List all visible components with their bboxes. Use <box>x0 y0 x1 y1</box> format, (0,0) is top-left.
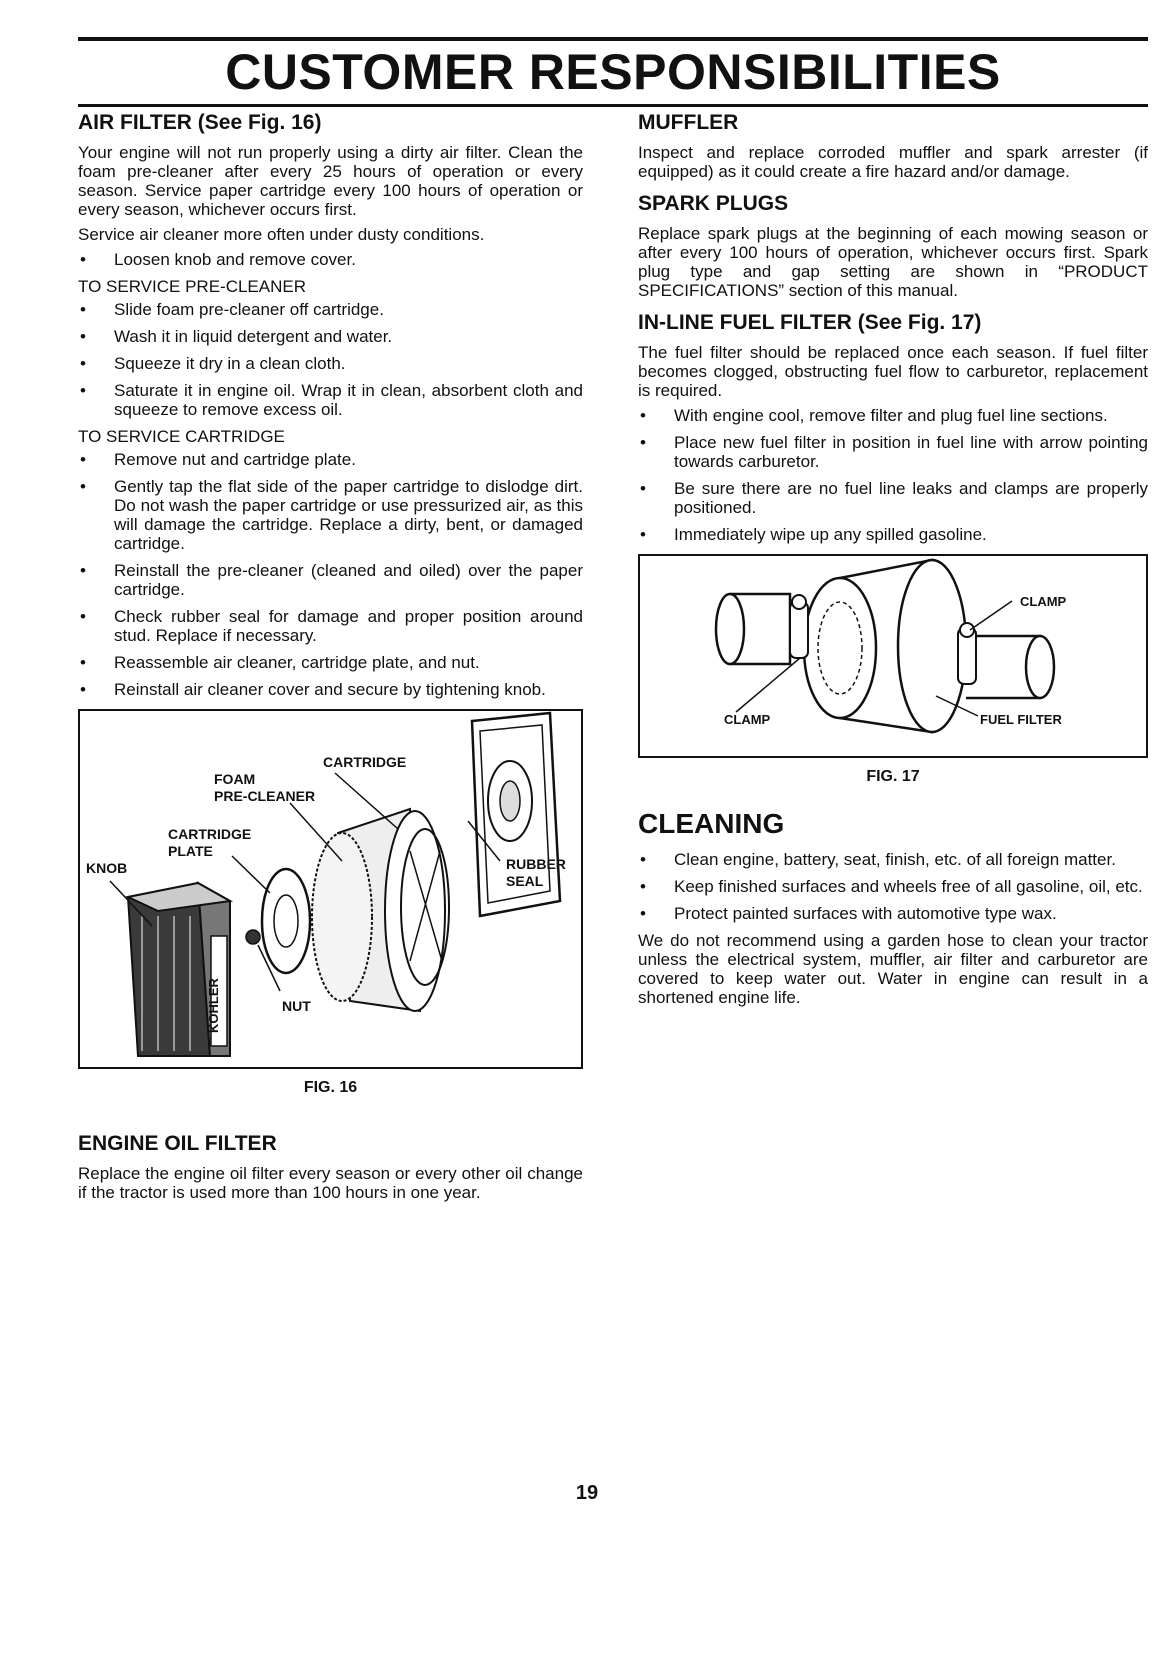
fig16-label-rubber: RUBBER <box>506 856 566 872</box>
air-filter-intro: Your engine will not run properly using a dirty air filter. Clean the foam pre-cleaner after every 25 hours of operation or every season. Service paper cartridge every 100 hours of operation or every season, whichever occurs first. <box>78 143 583 219</box>
muffler-heading: MUFFLER <box>638 111 739 134</box>
fuel-filter-heading: IN-LINE FUEL FILTER (See Fig. 17) <box>638 311 982 334</box>
fig17-caption: FIG. 17 <box>866 768 920 785</box>
list-item: • Keep finished surfaces and wheels free of all gasoline, oil, etc. <box>638 877 1148 896</box>
fig16-label-foam: FOAM <box>214 771 256 787</box>
muffler-section <box>638 110 1148 181</box>
engine-oil-filter-heading: ENGINE OIL FILTER <box>78 1132 277 1155</box>
fig16-label-pre-cleaner: PRE-CLEANER <box>214 788 316 804</box>
list-item: • Check rubber seal for damage and proper position around stud. Replace if necessary. <box>78 607 583 645</box>
list-item: • Reinstall air cleaner cover and secure by tightening knob. <box>78 680 583 699</box>
fuel-filter-section <box>638 310 1148 544</box>
fig17-label-clamp-right: CLAMP <box>1020 594 1067 609</box>
fuel-filter-steps <box>638 406 1148 544</box>
fig16-caption: FIG. 16 <box>303 1079 358 1096</box>
cartridge-plate <box>262 869 310 973</box>
list-item: • Protect painted surfaces with automotive type wax. <box>638 904 1148 923</box>
fig16-box <box>78 709 583 1069</box>
list-item: • Place new fuel filter in position in fuel line with arrow pointing towards carburetor. <box>638 433 1148 471</box>
fuel-line-right <box>966 636 1054 698</box>
right-column <box>638 110 1148 1017</box>
foam-pre-cleaner <box>312 809 445 1011</box>
fig17-label-fuel-filter: FUEL FILTER <box>980 712 1062 727</box>
muffler-text: Inspect and replace corroded muffler and spark arrester (if equipped) as it could create a fire hazard and/or damage. <box>638 143 1148 181</box>
fuel-filter-body <box>804 560 966 732</box>
kohler-brand-label: KOHLER <box>206 978 221 1033</box>
list-item: • Be sure there are no fuel line leaks and clamps are properly positioned. <box>638 479 1148 517</box>
pre-cleaner-steps <box>78 300 583 419</box>
fig16-label-nut: NUT <box>282 998 311 1014</box>
air-filter-bullets <box>78 250 583 269</box>
fig16-figure <box>78 709 583 1097</box>
cleaning-bullets <box>638 850 1148 923</box>
engine-oil-filter-section <box>78 1131 583 1202</box>
air-filter-section <box>78 110 583 699</box>
list-item: • Saturate it in engine oil. Wrap it in clean, absorbent cloth and squeeze to remove excess oil. <box>78 381 583 419</box>
cleaning-section <box>638 808 1148 1007</box>
cartridge-subheading: TO SERVICE CARTRIDGE <box>78 427 285 446</box>
fig17-figure <box>638 554 1148 786</box>
fig17-label-clamp-left: CLAMP <box>724 712 771 727</box>
list-item: • Clean engine, battery, seat, finish, etc. of all foreign matter. <box>638 850 1148 869</box>
pre-cleaner-subheading: TO SERVICE PRE-CLEANER <box>78 277 306 296</box>
list-item: • Reinstall the pre-cleaner (cleaned and oiled) over the paper cartridge. <box>78 561 583 599</box>
fig16-label-cartridge-plate-1: CARTRIDGE <box>168 826 252 842</box>
fig16-label-knob: KNOB <box>86 860 128 876</box>
list-item: • With engine cool, remove filter and plug fuel line sections. <box>638 406 1148 425</box>
clamp-right-part <box>958 623 976 684</box>
spark-plugs-heading: SPARK PLUGS <box>638 192 789 215</box>
list-item: • Reassemble air cleaner, cartridge plate, and nut. <box>78 653 583 672</box>
page-title: CUSTOMER RESPONSIBILITIES <box>225 44 1001 100</box>
fig17-box <box>638 554 1148 758</box>
list-item: • Loosen knob and remove cover. <box>78 250 583 269</box>
fig16-label-cartridge-plate-2: PLATE <box>168 843 213 859</box>
fig16-illustration <box>80 711 581 1063</box>
spark-plugs-section <box>638 191 1148 300</box>
fuel-filter-text: The fuel filter should be replaced once each season. If fuel filter becomes clogged, obstructing fuel flow to carburetor, replacement is required. <box>638 343 1148 400</box>
air-filter-heading: AIR FILTER (See Fig. 16) <box>78 111 322 134</box>
list-item: • Squeeze it dry in a clean cloth. <box>78 354 583 373</box>
list-item: • Remove nut and cartridge plate. <box>78 450 583 469</box>
clamp-left-part <box>790 595 808 658</box>
list-item: • Slide foam pre-cleaner off cartridge. <box>78 300 583 319</box>
fig17-illustration <box>640 556 1146 752</box>
left-column <box>78 110 583 1212</box>
spark-plugs-text: Replace spark plugs at the beginning of each mowing season or after every 100 hours of operation, whichever occurs first. Spark plug type and gap setting are shown in “PRODUCT SPECIFICATIONS” section of this manual. <box>638 224 1148 300</box>
fuel-line-left <box>716 594 790 664</box>
engine-oil-filter-text: Replace the engine oil filter every season or every other oil change if the tractor is used more than 100 hours in one year. <box>78 1164 583 1202</box>
cleaning-heading: CLEANING <box>638 808 785 839</box>
cleaning-text: We do not recommend using a garden hose to clean your tractor unless the electrical system, muffler, air filter and carburetor are covered to keep water out. Water in engine can result in a shortened engine life. <box>638 931 1148 1007</box>
title-underline <box>78 104 1148 107</box>
fig16-label-seal: SEAL <box>506 873 544 889</box>
list-item: • Gently tap the flat side of the paper cartridge to dislodge dirt. Do not wash the paper cartridge or use pressurized air, as this will damage the cartridge. Replace a dirty, bent, or damaged cartridge. <box>78 477 583 553</box>
list-item: • Wash it in liquid detergent and water. <box>78 327 583 346</box>
page-number: 19 <box>575 1482 599 1504</box>
air-filter-dusty-note: Service air cleaner more often under dusty conditions. <box>78 225 485 244</box>
cartridge-steps <box>78 450 583 699</box>
fig16-label-cartridge: CARTRIDGE <box>323 754 407 770</box>
nut <box>246 930 260 944</box>
list-item: • Immediately wipe up any spilled gasoline. <box>638 525 1148 544</box>
